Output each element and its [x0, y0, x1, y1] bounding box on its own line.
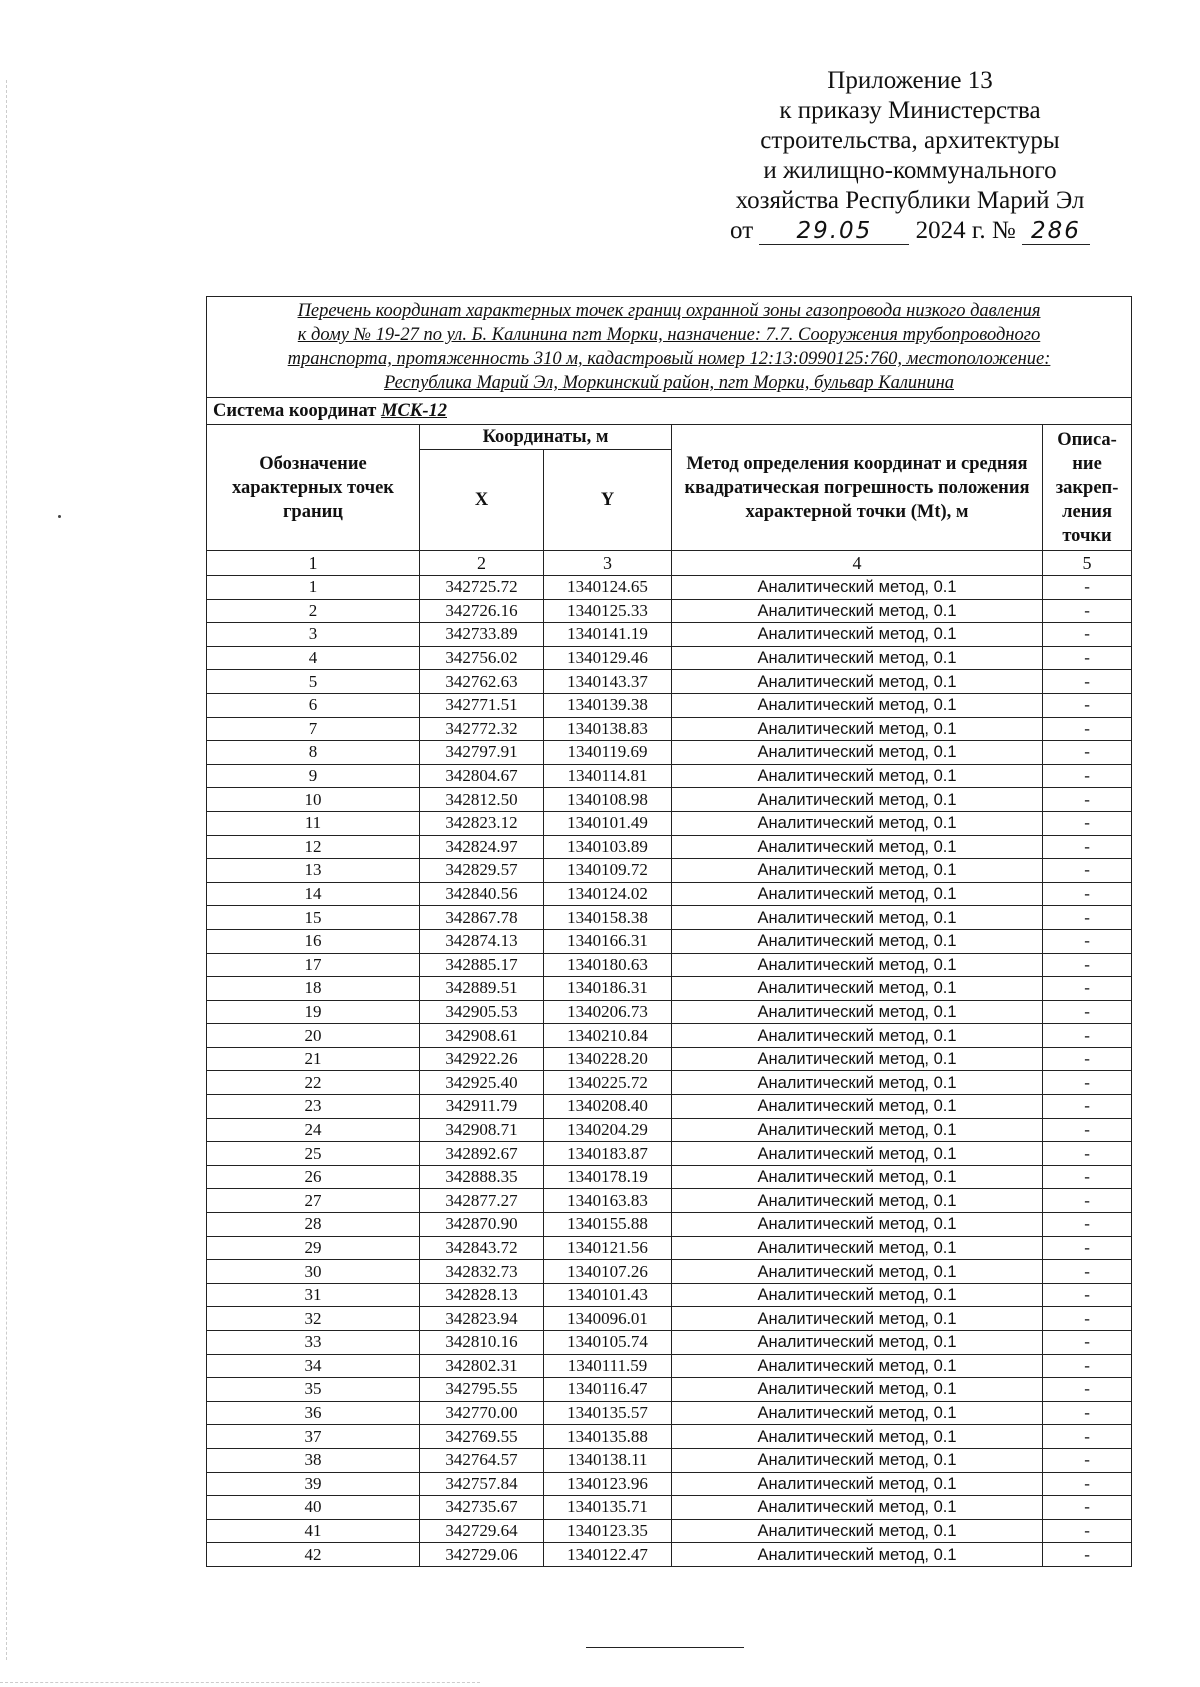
header-line-2: к приказу Министерства — [779, 97, 1041, 124]
table-row — [207, 1260, 1132, 1284]
cell-description: - — [1043, 1543, 1132, 1567]
cell-method: Аналитический метод, 0.1 — [672, 1543, 1043, 1567]
cell-point: 36 — [207, 1401, 420, 1425]
cell-point: 9 — [207, 764, 420, 788]
cell-point: 27 — [207, 1189, 420, 1213]
cell-x: 342828.13 — [420, 1283, 544, 1307]
cell-point: 21 — [207, 1047, 420, 1071]
cell-y: 1340163.83 — [544, 1189, 672, 1213]
cell-description: - — [1043, 623, 1132, 647]
cell-point: 37 — [207, 1425, 420, 1449]
cell-point: 5 — [207, 670, 420, 694]
cell-y: 1340096.01 — [544, 1307, 672, 1331]
cell-description: - — [1043, 1165, 1132, 1189]
cell-method: Аналитический метод, 0.1 — [672, 953, 1043, 977]
cell-y: 1340206.73 — [544, 1000, 672, 1024]
cell-method: Аналитический метод, 0.1 — [672, 859, 1043, 883]
cell-method: Аналитический метод, 0.1 — [672, 1401, 1043, 1425]
cell-y: 1340101.43 — [544, 1283, 672, 1307]
table-row — [207, 1024, 1132, 1048]
cell-x: 342922.26 — [420, 1047, 544, 1071]
cell-description: - — [1043, 1448, 1132, 1472]
cell-x: 342870.90 — [420, 1213, 544, 1237]
cell-x: 342823.12 — [420, 811, 544, 835]
cell-point: 12 — [207, 835, 420, 859]
cell-y: 1340138.83 — [544, 717, 672, 741]
table-row — [207, 693, 1132, 717]
cell-x: 342888.35 — [420, 1165, 544, 1189]
cell-description: - — [1043, 1071, 1132, 1095]
cell-point: 38 — [207, 1448, 420, 1472]
cell-y: 1340116.47 — [544, 1378, 672, 1402]
cell-y: 1340228.20 — [544, 1047, 672, 1071]
cell-y: 1340109.72 — [544, 859, 672, 883]
cell-x: 342725.72 — [420, 576, 544, 600]
table-row — [207, 741, 1132, 765]
cell-method: Аналитический метод, 0.1 — [672, 1283, 1043, 1307]
cell-x: 342829.57 — [420, 859, 544, 883]
scan-bottom-mark — [0, 1682, 480, 1683]
table-title-line: транспорта, протяженность 310 м, кадастровый номер 12:13:0990125:760, местоположение: — [287, 349, 1051, 369]
cell-y: 1340143.37 — [544, 670, 672, 694]
cell-method: Аналитический метод, 0.1 — [672, 977, 1043, 1001]
cell-description: - — [1043, 764, 1132, 788]
cell-y: 1340124.02 — [544, 882, 672, 906]
cell-x: 342735.67 — [420, 1496, 544, 1520]
cell-point: 41 — [207, 1519, 420, 1543]
table-row — [207, 788, 1132, 812]
table-row — [207, 1189, 1132, 1213]
scan-edge-mark — [6, 80, 7, 1660]
cell-description: - — [1043, 906, 1132, 930]
cell-y: 1340124.65 — [544, 576, 672, 600]
cell-y: 1340225.72 — [544, 1071, 672, 1095]
cell-y: 1340208.40 — [544, 1095, 672, 1119]
header-line-1: Приложение 13 — [827, 67, 993, 94]
cell-point: 17 — [207, 953, 420, 977]
cell-x: 342771.51 — [420, 693, 544, 717]
cell-x: 342764.57 — [420, 1448, 544, 1472]
cell-point: 26 — [207, 1165, 420, 1189]
cell-description: - — [1043, 788, 1132, 812]
cell-description: - — [1043, 1425, 1132, 1449]
cell-description: - — [1043, 646, 1132, 670]
cell-description: - — [1043, 977, 1132, 1001]
cell-point: 14 — [207, 882, 420, 906]
cell-description: - — [1043, 1378, 1132, 1402]
handwritten-date: 29.05 — [759, 218, 909, 245]
cell-y: 1340129.46 — [544, 646, 672, 670]
coordinate-system-label: Система координат — [213, 400, 377, 421]
cell-x: 342762.63 — [420, 670, 544, 694]
cell-y: 1340103.89 — [544, 835, 672, 859]
cell-description: - — [1043, 835, 1132, 859]
cell-y: 1340111.59 — [544, 1354, 672, 1378]
cell-y: 1340105.74 — [544, 1331, 672, 1355]
header-description-line: точки — [1062, 525, 1112, 546]
cell-point: 7 — [207, 717, 420, 741]
cell-description: - — [1043, 1307, 1132, 1331]
cell-point: 42 — [207, 1543, 420, 1567]
coordinate-system-row — [207, 398, 1132, 425]
cell-method: Аналитический метод, 0.1 — [672, 717, 1043, 741]
cell-x: 342843.72 — [420, 1236, 544, 1260]
cell-x: 342812.50 — [420, 788, 544, 812]
cell-description: - — [1043, 670, 1132, 694]
cell-x: 342905.53 — [420, 1000, 544, 1024]
cell-y: 1340108.98 — [544, 788, 672, 812]
cell-y: 1340114.81 — [544, 764, 672, 788]
cell-description: - — [1043, 1236, 1132, 1260]
table-title-line: Республика Марий Эл, Моркинский район, пгт Морки, бульвар Калинина — [384, 373, 955, 393]
cell-description: - — [1043, 1118, 1132, 1142]
cell-x: 342795.55 — [420, 1378, 544, 1402]
cell-point: 13 — [207, 859, 420, 883]
cell-point: 31 — [207, 1283, 420, 1307]
cell-method: Аналитический метод, 0.1 — [672, 599, 1043, 623]
table-row — [207, 1331, 1132, 1355]
table-row — [207, 1425, 1132, 1449]
cell-point: 1 — [207, 576, 420, 600]
table-row — [207, 1236, 1132, 1260]
cell-y: 1340135.57 — [544, 1401, 672, 1425]
cell-y: 1340135.88 — [544, 1425, 672, 1449]
cell-x: 342877.27 — [420, 1189, 544, 1213]
header-coordinates: Координаты, м — [420, 425, 672, 450]
table-row — [207, 1095, 1132, 1119]
cell-method: Аналитический метод, 0.1 — [672, 1095, 1043, 1119]
cell-description: - — [1043, 717, 1132, 741]
cell-x: 342925.40 — [420, 1071, 544, 1095]
cell-y: 1340166.31 — [544, 929, 672, 953]
cell-y: 1340135.71 — [544, 1496, 672, 1520]
table-row — [207, 1071, 1132, 1095]
column-number: 4 — [672, 551, 1043, 576]
cell-x: 342772.32 — [420, 717, 544, 741]
header-line-5: хозяйства Республики Марий Эл — [735, 187, 1085, 214]
cell-point: 3 — [207, 623, 420, 647]
cell-x: 342729.64 — [420, 1519, 544, 1543]
table-row — [207, 835, 1132, 859]
cell-method: Аналитический метод, 0.1 — [672, 1213, 1043, 1237]
cell-point: 10 — [207, 788, 420, 812]
table-row — [207, 1519, 1132, 1543]
cell-description: - — [1043, 1000, 1132, 1024]
header-description — [1043, 425, 1132, 551]
header-from-label: от — [730, 217, 754, 244]
column-number: 2 — [420, 551, 544, 576]
cell-x: 342911.79 — [420, 1095, 544, 1119]
cell-method: Аналитический метод, 0.1 — [672, 811, 1043, 835]
cell-point: 22 — [207, 1071, 420, 1095]
cell-method: Аналитический метод, 0.1 — [672, 1496, 1043, 1520]
table-row — [207, 1354, 1132, 1378]
cell-description: - — [1043, 811, 1132, 835]
cell-description: - — [1043, 1047, 1132, 1071]
cell-y: 1340186.31 — [544, 977, 672, 1001]
table-row — [207, 906, 1132, 930]
table-row — [207, 882, 1132, 906]
cell-method: Аналитический метод, 0.1 — [672, 1236, 1043, 1260]
cell-method: Аналитический метод, 0.1 — [672, 929, 1043, 953]
table-row — [207, 576, 1132, 600]
cell-description: - — [1043, 1283, 1132, 1307]
cell-method: Аналитический метод, 0.1 — [672, 1000, 1043, 1024]
cell-description: - — [1043, 1095, 1132, 1119]
cell-method: Аналитический метод, 0.1 — [672, 1260, 1043, 1284]
cell-method: Аналитический метод, 0.1 — [672, 1331, 1043, 1355]
cell-method: Аналитический метод, 0.1 — [672, 906, 1043, 930]
header-point-designation: Обозначение характерных точек границ — [207, 425, 420, 551]
cell-description: - — [1043, 1472, 1132, 1496]
table-row — [207, 929, 1132, 953]
cell-x: 342733.89 — [420, 623, 544, 647]
cell-method: Аналитический метод, 0.1 — [672, 576, 1043, 600]
cell-method: Аналитический метод, 0.1 — [672, 670, 1043, 694]
cell-method: Аналитический метод, 0.1 — [672, 646, 1043, 670]
table-row — [207, 646, 1132, 670]
table-row — [207, 1213, 1132, 1237]
cell-point: 2 — [207, 599, 420, 623]
table-title-line: Перечень координат характерных точек границ охранной зоны газопровода низкого давления — [297, 301, 1041, 321]
cell-x: 342757.84 — [420, 1472, 544, 1496]
cell-description: - — [1043, 929, 1132, 953]
cell-method: Аналитический метод, 0.1 — [672, 1189, 1043, 1213]
table-row — [207, 977, 1132, 1001]
cell-y: 1340123.96 — [544, 1472, 672, 1496]
cell-point: 28 — [207, 1213, 420, 1237]
cell-description: - — [1043, 741, 1132, 765]
table-row — [207, 599, 1132, 623]
cell-point: 20 — [207, 1024, 420, 1048]
table-row — [207, 1118, 1132, 1142]
cell-method: Аналитический метод, 0.1 — [672, 1448, 1043, 1472]
cell-description: - — [1043, 1496, 1132, 1520]
cell-description: - — [1043, 599, 1132, 623]
cell-description: - — [1043, 1142, 1132, 1166]
table-row — [207, 1378, 1132, 1402]
table-title-line: к дому № 19-27 по ул. Б. Калинина пгт Морки, назначение: 7.7. Сооружения трубопроводного — [297, 325, 1041, 345]
cell-point: 40 — [207, 1496, 420, 1520]
cell-y: 1340178.19 — [544, 1165, 672, 1189]
header-description-line: ние — [1072, 453, 1102, 474]
cell-description: - — [1043, 882, 1132, 906]
header-method: Метод определения координат и средняя квадратическая погрешность положения характерной точки (Mt), м — [672, 425, 1043, 551]
cell-x: 342908.61 — [420, 1024, 544, 1048]
cell-method: Аналитический метод, 0.1 — [672, 882, 1043, 906]
header-x: X — [420, 450, 544, 551]
table-row — [207, 717, 1132, 741]
cell-x: 342867.78 — [420, 906, 544, 930]
header-description-line: закреп- — [1055, 477, 1119, 498]
cell-point: 30 — [207, 1260, 420, 1284]
cell-method: Аналитический метод, 0.1 — [672, 1024, 1043, 1048]
cell-method: Аналитический метод, 0.1 — [672, 1354, 1043, 1378]
cell-point: 32 — [207, 1307, 420, 1331]
table-row — [207, 1000, 1132, 1024]
table-row — [207, 1047, 1132, 1071]
cell-method: Аналитический метод, 0.1 — [672, 1071, 1043, 1095]
table-row — [207, 1543, 1132, 1567]
cell-point: 33 — [207, 1331, 420, 1355]
cell-y: 1340155.88 — [544, 1213, 672, 1237]
cell-method: Аналитический метод, 0.1 — [672, 1307, 1043, 1331]
cell-y: 1340141.19 — [544, 623, 672, 647]
cell-x: 342770.00 — [420, 1401, 544, 1425]
column-number-row — [207, 551, 1132, 576]
cell-y: 1340139.38 — [544, 693, 672, 717]
cell-point: 8 — [207, 741, 420, 765]
column-number: 3 — [544, 551, 672, 576]
cell-x: 342726.16 — [420, 599, 544, 623]
coordinates-table — [206, 296, 1132, 1567]
cell-x: 342874.13 — [420, 929, 544, 953]
header-year-text: 2024 г. № — [915, 217, 1016, 244]
cell-y: 1340138.11 — [544, 1448, 672, 1472]
table-row — [207, 1448, 1132, 1472]
cell-method: Аналитический метод, 0.1 — [672, 835, 1043, 859]
header-description-line: Описа- — [1057, 429, 1117, 450]
cell-x: 342769.55 — [420, 1425, 544, 1449]
table-row — [207, 859, 1132, 883]
cell-description: - — [1043, 859, 1132, 883]
header-y: Y — [544, 450, 672, 551]
cell-x: 342824.97 — [420, 835, 544, 859]
cell-description: - — [1043, 1331, 1132, 1355]
column-number: 5 — [1043, 551, 1132, 576]
cell-method: Аналитический метод, 0.1 — [672, 1142, 1043, 1166]
table-row — [207, 953, 1132, 977]
cell-method: Аналитический метод, 0.1 — [672, 693, 1043, 717]
cell-method: Аналитический метод, 0.1 — [672, 623, 1043, 647]
cell-point: 19 — [207, 1000, 420, 1024]
cell-y: 1340180.63 — [544, 953, 672, 977]
cell-y: 1340121.56 — [544, 1236, 672, 1260]
table-row — [207, 670, 1132, 694]
cell-y: 1340158.38 — [544, 906, 672, 930]
footer-divider — [586, 1647, 744, 1648]
cell-point: 34 — [207, 1354, 420, 1378]
cell-point: 25 — [207, 1142, 420, 1166]
table-row — [207, 1142, 1132, 1166]
cell-x: 342892.67 — [420, 1142, 544, 1166]
cell-x: 342885.17 — [420, 953, 544, 977]
cell-method: Аналитический метод, 0.1 — [672, 1472, 1043, 1496]
header-date-line — [700, 216, 1120, 246]
cell-x: 342810.16 — [420, 1331, 544, 1355]
cell-y: 1340125.33 — [544, 599, 672, 623]
cell-point: 6 — [207, 693, 420, 717]
cell-description: - — [1043, 1401, 1132, 1425]
cell-x: 342889.51 — [420, 977, 544, 1001]
cell-method: Аналитический метод, 0.1 — [672, 1425, 1043, 1449]
table-row — [207, 1496, 1132, 1520]
table-row — [207, 1472, 1132, 1496]
cell-x: 342832.73 — [420, 1260, 544, 1284]
header-line-4: и жилищно-коммунального — [763, 157, 1057, 184]
cell-y: 1340122.47 — [544, 1543, 672, 1567]
cell-point: 29 — [207, 1236, 420, 1260]
cell-description: - — [1043, 1189, 1132, 1213]
handwritten-order-number: 286 — [1022, 218, 1090, 245]
cell-point: 16 — [207, 929, 420, 953]
cell-method: Аналитический метод, 0.1 — [672, 764, 1043, 788]
cell-y: 1340210.84 — [544, 1024, 672, 1048]
cell-point: 35 — [207, 1378, 420, 1402]
cell-x: 342797.91 — [420, 741, 544, 765]
cell-method: Аналитический метод, 0.1 — [672, 1378, 1043, 1402]
cell-x: 342823.94 — [420, 1307, 544, 1331]
cell-description: - — [1043, 1354, 1132, 1378]
cell-method: Аналитический метод, 0.1 — [672, 1165, 1043, 1189]
cell-y: 1340123.35 — [544, 1519, 672, 1543]
cell-method: Аналитический метод, 0.1 — [672, 1047, 1043, 1071]
coordinate-system-value: МСК-12 — [381, 400, 447, 421]
cell-y: 1340101.49 — [544, 811, 672, 835]
cell-method: Аналитический метод, 0.1 — [672, 741, 1043, 765]
document-header — [700, 66, 1120, 246]
cell-point: 4 — [207, 646, 420, 670]
header-description-line: ления — [1062, 501, 1112, 522]
cell-point: 18 — [207, 977, 420, 1001]
cell-point: 39 — [207, 1472, 420, 1496]
cell-y: 1340204.29 — [544, 1118, 672, 1142]
cell-description: - — [1043, 1260, 1132, 1284]
cell-x: 342729.06 — [420, 1543, 544, 1567]
cell-x: 342804.67 — [420, 764, 544, 788]
cell-x: 342840.56 — [420, 882, 544, 906]
cell-point: 24 — [207, 1118, 420, 1142]
table-row — [207, 1165, 1132, 1189]
cell-point: 23 — [207, 1095, 420, 1119]
cell-point: 11 — [207, 811, 420, 835]
cell-y: 1340107.26 — [544, 1260, 672, 1284]
cell-y: 1340119.69 — [544, 741, 672, 765]
cell-description: - — [1043, 1519, 1132, 1543]
table-row — [207, 1401, 1132, 1425]
cell-x: 342756.02 — [420, 646, 544, 670]
table-row — [207, 1307, 1132, 1331]
table-row — [207, 1283, 1132, 1307]
table-row — [207, 623, 1132, 647]
cell-y: 1340183.87 — [544, 1142, 672, 1166]
scan-speck — [58, 515, 61, 518]
cell-description: - — [1043, 1213, 1132, 1237]
cell-x: 342908.71 — [420, 1118, 544, 1142]
cell-description: - — [1043, 576, 1132, 600]
cell-description: - — [1043, 693, 1132, 717]
cell-x: 342802.31 — [420, 1354, 544, 1378]
column-number: 1 — [207, 551, 420, 576]
cell-point: 15 — [207, 906, 420, 930]
cell-description: - — [1043, 953, 1132, 977]
cell-method: Аналитический метод, 0.1 — [672, 1519, 1043, 1543]
cell-method: Аналитический метод, 0.1 — [672, 788, 1043, 812]
table-row — [207, 764, 1132, 788]
cell-method: Аналитический метод, 0.1 — [672, 1118, 1043, 1142]
header-line-3: строительства, архитектуры — [760, 127, 1060, 154]
cell-description: - — [1043, 1024, 1132, 1048]
table-title — [207, 297, 1132, 398]
table-row — [207, 811, 1132, 835]
